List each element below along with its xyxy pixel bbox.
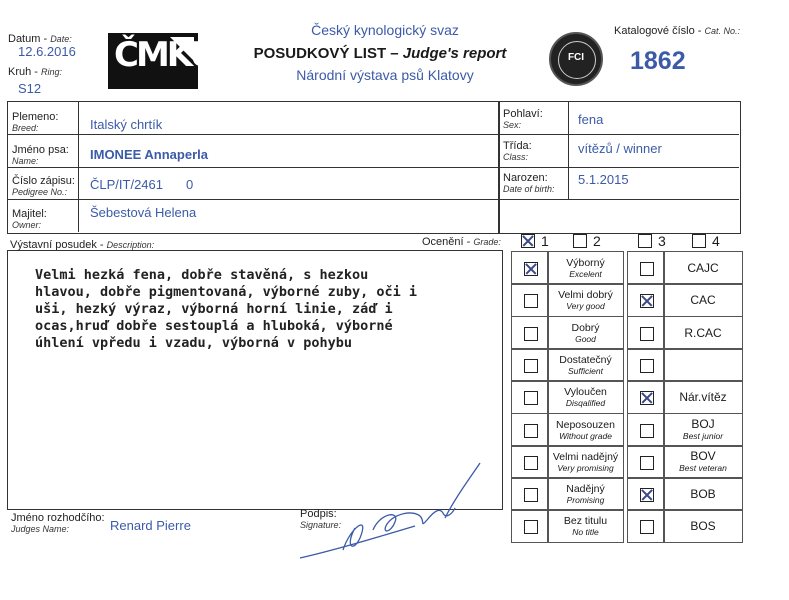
rating-checkbox-cell [511, 477, 549, 511]
judge-label: Jméno rozhodčího: Judges Name: [11, 512, 105, 534]
breed-label: Plemeno: Breed: [12, 111, 59, 133]
title-label-cell [663, 251, 743, 285]
title-checkbox-cell [627, 251, 665, 285]
title-checkbox-cell [627, 316, 665, 350]
grade-1-checkbox[interactable] [521, 234, 535, 248]
rating-8-label: Bez titulu [563, 515, 608, 528]
judge-signature [295, 458, 495, 568]
title-0-label: CAJC [687, 261, 719, 276]
description-text: Velmi hezká fena, dobře stavěná, s hezkou hlavou, dobře pigmentovaná, výborné zuby, oči i uši, hezký výraz, výborná horní linie, záď i ocas,hruď dobře sestouplá a hluboká, výborné úhlení vpředu i vzadu, výborná v pohybu [35, 267, 418, 351]
title-6-label: BOV [690, 449, 716, 464]
title-0-checkbox[interactable] [640, 262, 654, 276]
owner-label: Majitel: Owner: [12, 208, 47, 230]
grade-4-checkbox[interactable] [692, 234, 706, 248]
title-5-label: BOJ [691, 417, 715, 432]
rating-0-checkbox[interactable] [524, 262, 538, 276]
rating-6-label-en: Very promising [557, 463, 614, 474]
rating-checkbox-cell [511, 445, 549, 479]
rating-label-cell [547, 509, 624, 543]
cmku-logo: ČMKU [108, 33, 198, 89]
title-2-label: R.CAC [684, 326, 722, 341]
rating-6-label: Velmi nadějný [552, 451, 619, 464]
title-label-cell [663, 509, 743, 543]
ring-label: Kruh - Ring: [8, 66, 63, 78]
sex-value: fena [578, 112, 604, 127]
title-7-checkbox[interactable] [640, 488, 654, 502]
rating-1-label: Velmi dobrý [558, 289, 613, 302]
title-label-cell [663, 445, 743, 479]
title-label-cell [663, 477, 743, 511]
org-name: Český kynologický svaz [311, 22, 459, 38]
title-8-label: BOS [690, 519, 716, 534]
grade-2-label: 2 [593, 233, 601, 249]
dog-name-value: IMONEE Annaperla [90, 147, 208, 162]
grade-4-label: 4 [712, 233, 720, 249]
rating-7-label-en: Promising [566, 495, 605, 506]
rating-1-checkbox[interactable] [524, 294, 538, 308]
rating-checkbox-cell [511, 380, 549, 414]
pedigree-value: ČLP/IT/2461 [90, 177, 163, 192]
dob-value: 5.1.2015 [578, 172, 629, 187]
ring-value: S12 [18, 81, 42, 96]
rating-3-label-en: Sufficient [568, 366, 603, 377]
title-3-checkbox[interactable] [640, 359, 654, 373]
rating-checkbox-cell [511, 251, 549, 285]
title-checkbox-cell [627, 413, 665, 447]
rating-2-label: Dobrý [571, 322, 600, 335]
rating-label-cell [547, 316, 624, 350]
rating-6-checkbox[interactable] [524, 456, 538, 470]
grade-1-label: 1 [541, 233, 549, 249]
rating-3-checkbox[interactable] [524, 359, 538, 373]
title-8-checkbox[interactable] [640, 520, 654, 534]
sex-label: Pohlaví: Sex: [503, 108, 543, 130]
rating-checkbox-cell [511, 413, 549, 447]
title-checkbox-cell [627, 477, 665, 511]
rating-8-checkbox[interactable] [524, 520, 538, 534]
rating-1-label-en: Very good [566, 301, 605, 312]
rating-0-label-en: Excelent [569, 269, 602, 280]
date-value: 12.6.2016 [18, 44, 76, 59]
rating-0-label: Výborný [566, 257, 605, 270]
signature-label: Podpis: Signature: [300, 508, 342, 530]
rating-label-cell [547, 348, 624, 382]
grade-3-label: 3 [658, 233, 666, 249]
rating-4-label-en: Disqalified [565, 398, 606, 409]
fci-logo: FCI [549, 32, 603, 86]
rating-label-cell [547, 283, 624, 317]
catalog-number: 1862 [630, 47, 686, 75]
rating-label-cell [547, 413, 624, 447]
rating-checkbox-cell [511, 348, 549, 382]
title-label-cell [663, 413, 743, 447]
grade-2-checkbox[interactable] [573, 234, 587, 248]
rating-4-checkbox[interactable] [524, 391, 538, 405]
date-label: Datum - Date: [8, 33, 72, 45]
title-4-checkbox[interactable] [640, 391, 654, 405]
rating-label-cell [547, 380, 624, 414]
pedigree-suffix: 0 [186, 177, 194, 192]
title-4-label: Nár.vítěz [679, 390, 727, 405]
title-checkbox-cell [627, 348, 665, 382]
rating-7-label: Nadějný [566, 483, 605, 496]
pedigree-label: Číslo zápisu: Pedigree No.: [12, 175, 75, 197]
judge-name-value: Renard Pierre [110, 518, 191, 533]
title-5-label-en: Best junior [682, 431, 724, 442]
title-label-cell [663, 316, 743, 350]
title-6-label-en: Best veteran [679, 463, 727, 474]
show-name: Národní výstava psů Klatovy [296, 67, 474, 83]
rating-7-checkbox[interactable] [524, 488, 538, 502]
owner-value: Šebestová Helena [90, 205, 197, 220]
title-checkbox-cell [627, 509, 665, 543]
rating-checkbox-cell [511, 283, 549, 317]
rating-5-checkbox[interactable] [524, 424, 538, 438]
rating-3-label: Dostatečný [559, 354, 612, 367]
rating-checkbox-cell [511, 316, 549, 350]
description-label: Výstavní posudek - Description: [10, 239, 155, 251]
catalog-label: Katalogové číslo - Cat. No.: [614, 25, 741, 37]
grade-label: Ocenění - Grade: [422, 236, 501, 248]
title-1-checkbox[interactable] [640, 294, 654, 308]
class-label: Třída: Class: [503, 140, 532, 162]
title-label-cell [663, 348, 743, 382]
title-7-label: BOB [690, 487, 716, 502]
rating-5-label-en: Without grade [559, 431, 612, 442]
title-checkbox-cell [627, 445, 665, 479]
title-label-cell [663, 283, 743, 317]
breed-value: Italský chrtík [90, 117, 163, 132]
rating-4-label: Vyloučen [564, 386, 607, 399]
grade-3-checkbox[interactable] [638, 234, 652, 248]
rating-label-cell [547, 477, 624, 511]
rating-5-label: Neposouzen [556, 419, 615, 432]
title-1-label: CAC [690, 293, 716, 308]
rating-label-cell [547, 445, 624, 479]
title-checkbox-cell [627, 380, 665, 414]
form-title: POSUDKOVÝ LIST – Judge's report [253, 45, 507, 62]
title-checkbox-cell [627, 283, 665, 317]
name-label: Jméno psa: Name: [12, 144, 69, 166]
rating-checkbox-cell [511, 509, 549, 543]
rating-8-label-en: No title [572, 527, 599, 538]
title-2-checkbox[interactable] [640, 327, 654, 341]
title-6-checkbox[interactable] [640, 456, 654, 470]
rating-2-label-en: Good [575, 334, 596, 345]
dob-label: Narozen: Date of birth: [503, 172, 555, 194]
rating-2-checkbox[interactable] [524, 327, 538, 341]
rating-label-cell [547, 251, 624, 285]
title-label-cell [663, 380, 743, 414]
title-5-checkbox[interactable] [640, 424, 654, 438]
class-value: vítězů / winner [578, 141, 662, 156]
